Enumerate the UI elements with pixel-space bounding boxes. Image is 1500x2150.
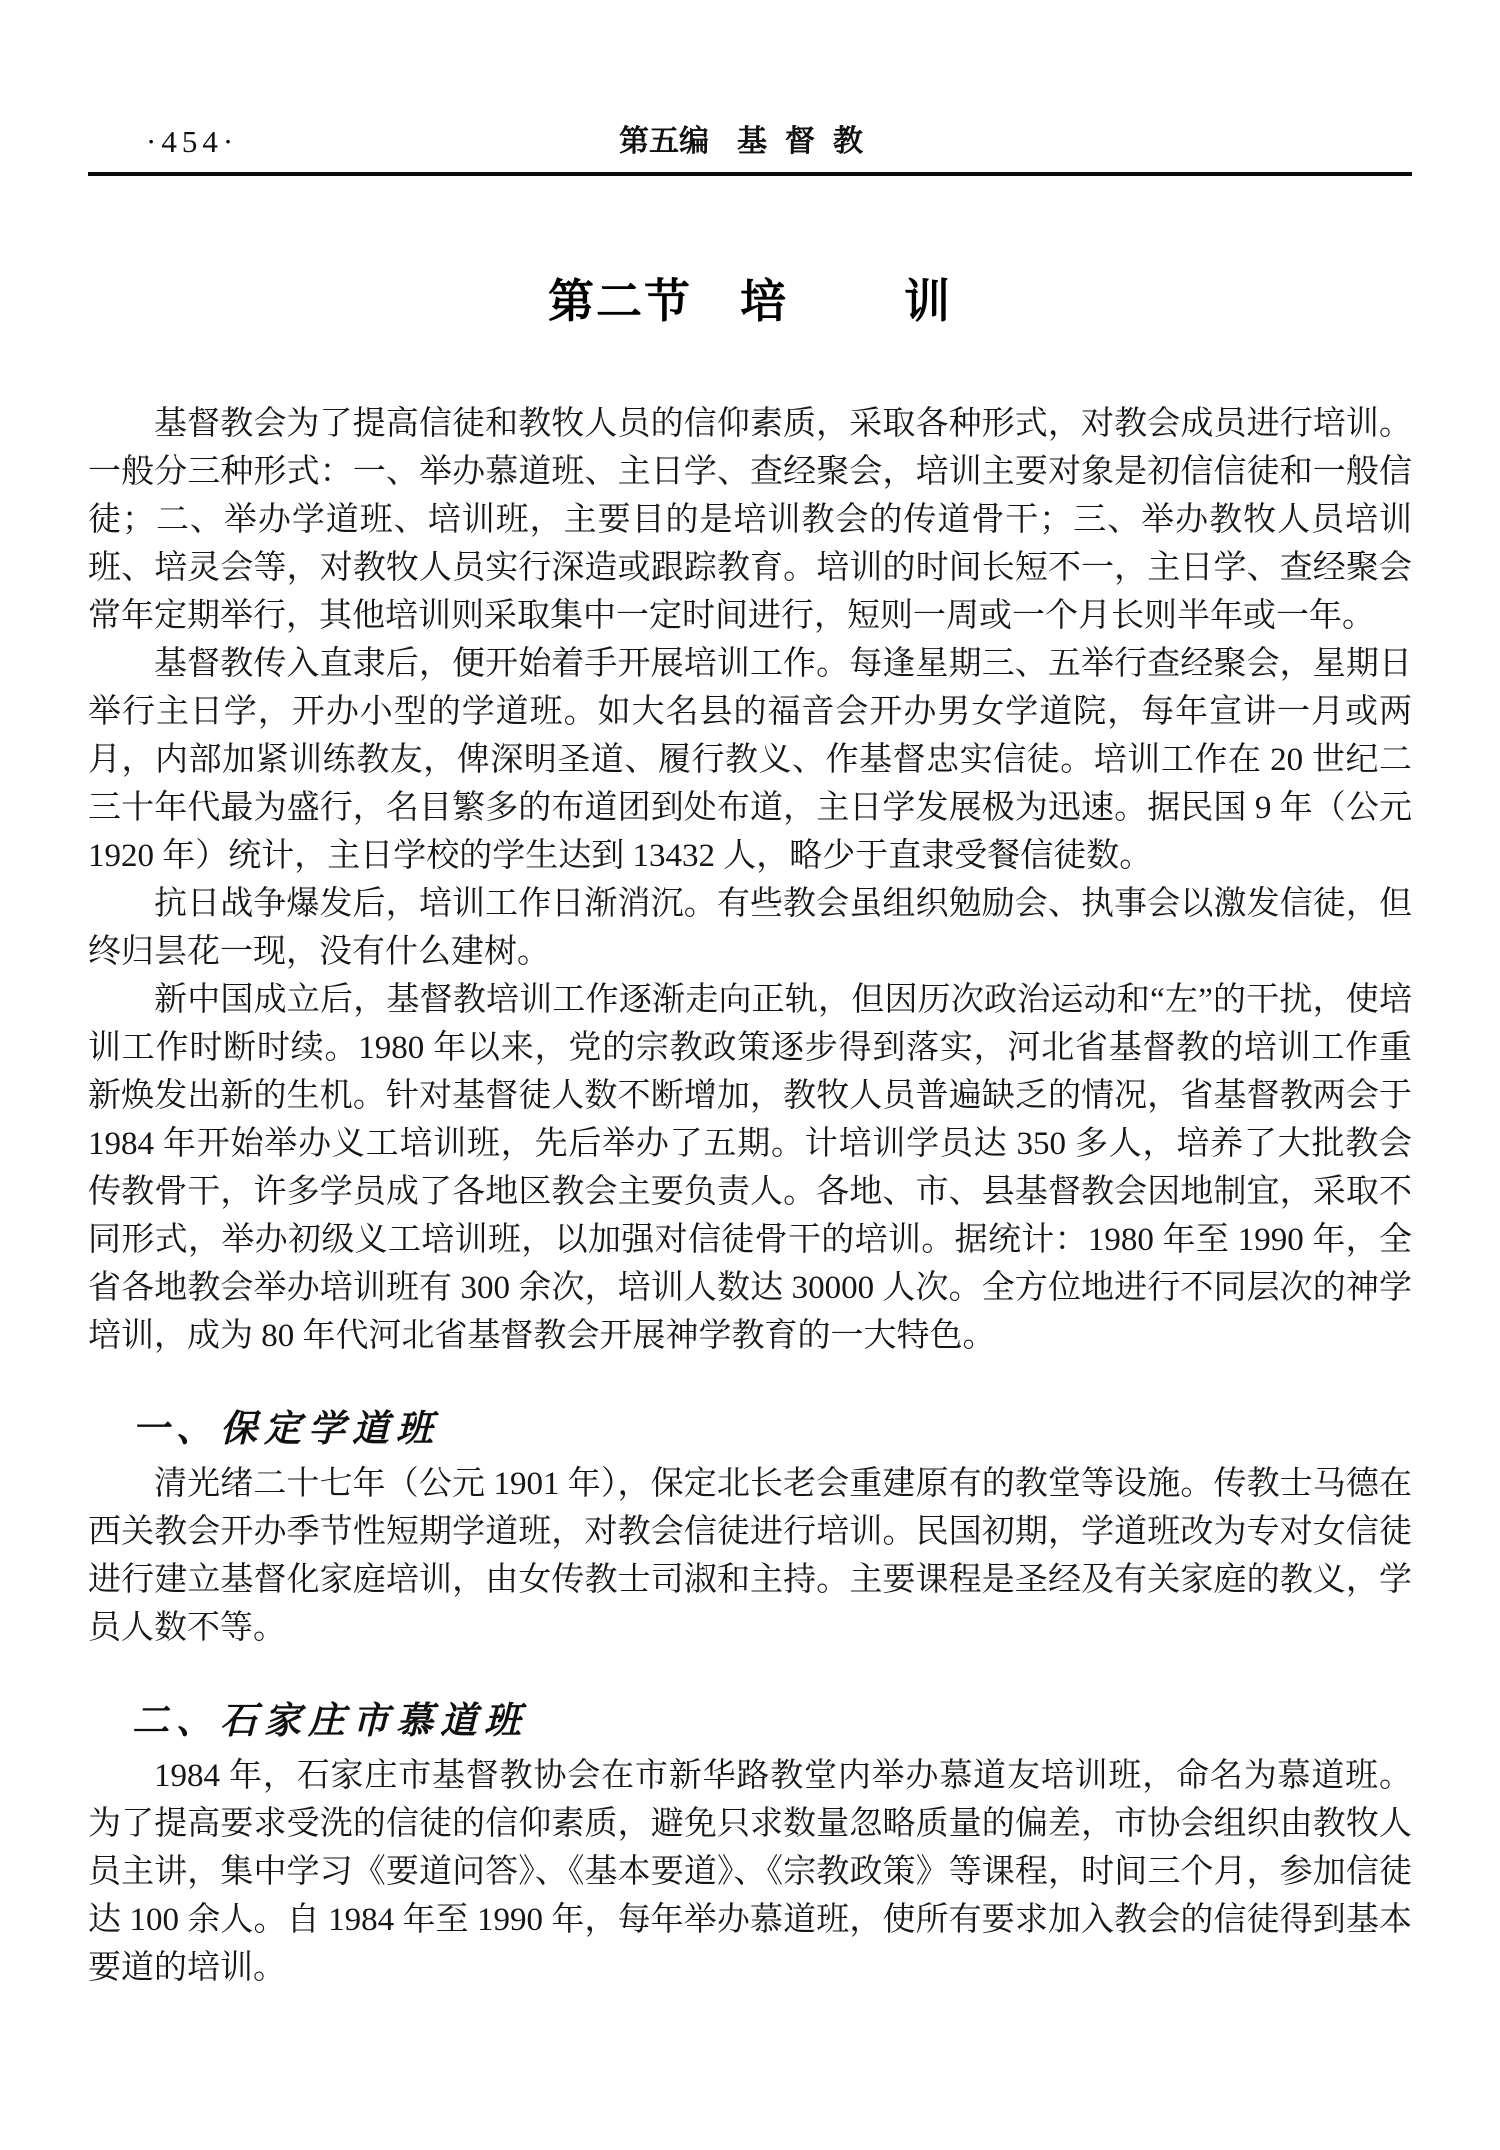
- intro-paragraph-4: 新中国成立后，基督教培训工作逐渐走向正轨，但因历次政治运动和“左”的干扰，使培训工作时断时续。1980 年以来，党的宗教政策逐步得到落实，河北省基督教的培训工作重新焕发出新的生机。针对基督徒人数不断增加，教牧人员普遍缺乏的情况，省基督教两会于 1984 年开始举办义工培训班，先后举办了五期。计培训学员达 350 多人，培养了大批教会传教骨干，许多学员成了各地区教会主要负责人。各地、市、县基督教会因地制宜，采取不同形式，举办初级义工培训班，以加强对信徒骨干的培训。据统计：1980 年至 1990 年，全省各地教会举办培训班有 300 余次，培训人数达 30000 人次。全方位地进行不同层次的神学培训，成为 80 年代河北省基督教会开展神学教育的一大特色。: [88, 982, 1412, 1354]
- subsection-baoding-paragraph: 清光绪二十七年（公元 1901 年），保定北长老会重建原有的教堂等设施。传教士马德在西关教会开办季节性短期学道班，对教会信徒进行培训。民国初期，学道班改为专对女信徒进行建立基督化家庭培训，由女传教士司淑和主持。主要课程是圣经及有关家庭的教义，学员人数不等。: [88, 1466, 1412, 1646]
- subsection-heading-baoding: 一、保定学道班: [132, 1409, 440, 1450]
- book-title: 基督教: [737, 125, 881, 158]
- book-part-label: 第五编: [619, 125, 709, 158]
- title-word-2: 训: [904, 276, 952, 327]
- subsection-heading-shijiazhuang: 二、石家庄市慕道班: [132, 1701, 528, 1742]
- book-section: [619, 116, 881, 160]
- intro-paragraph-3: 抗日战争爆发后，培训工作日渐消沉。有些教会虽组织勉励会、执事会以激发信徒，但终归昙花一现，没有什么建树。: [88, 886, 1412, 970]
- page-number: ·454·: [146, 124, 239, 159]
- intro-paragraph-2: 基督教传入直隶后，便开始着手开展培训工作。每逢星期三、五举行查经聚会，星期日举行主日学，开办小型的学道班。如大名县的福音会开办男女学道院，每年宣讲一月或两月，内部加紧训练教友，俾深明圣道、履行教义、作基督忠实信徒。培训工作在 20 世纪二三十年代最为盛行，名目繁多的布道团到处布道，主日学发展极为迅速。据民国 9 年（公元 1920 年）统计，主日学校的学生达到 13432 人，略少于直隶受餐信徒数。: [88, 646, 1412, 874]
- page-header: [88, 0, 1412, 176]
- chapter-section-title: [88, 278, 1412, 326]
- section-number-label: 第二节: [548, 276, 692, 327]
- title-word-1: 培: [740, 276, 788, 327]
- document-body: [88, 400, 1412, 1992]
- intro-paragraph-1: 基督教会为了提高信徒和教牧人员的信仰素质，采取各种形式，对教会成员进行培训。一般分三种形式：一、举办慕道班、主日学、查经聚会，培训主要对象是初信信徒和一般信徒；二、举办学道班、培训班，主要目的是培训教会的传道骨干；三、举办教牧人员培训班、培灵会等，对教牧人员实行深造或跟踪教育。培训的时间长短不一，主日学、查经聚会常年定期举行，其他培训则采取集中一定时间进行，短则一周或一个月长则半年或一年。: [88, 406, 1412, 634]
- subsection-shijiazhuang-paragraph: 1984 年，石家庄市基督教协会在市新华路教堂内举办慕道友培训班，命名为慕道班。为了提高要求受洗的信徒的信仰素质，避免只求数量忽略质量的偏差，市协会组织由教牧人员主讲，集中学习《要道问答》、《基本要道》、《宗教政策》等课程，时间三个月，参加信徒达 100 余人。自 1984 年至 1990 年，每年举办慕道班，使所有要求加入教会的信徒得到基本要道的培训。: [88, 1758, 1412, 1986]
